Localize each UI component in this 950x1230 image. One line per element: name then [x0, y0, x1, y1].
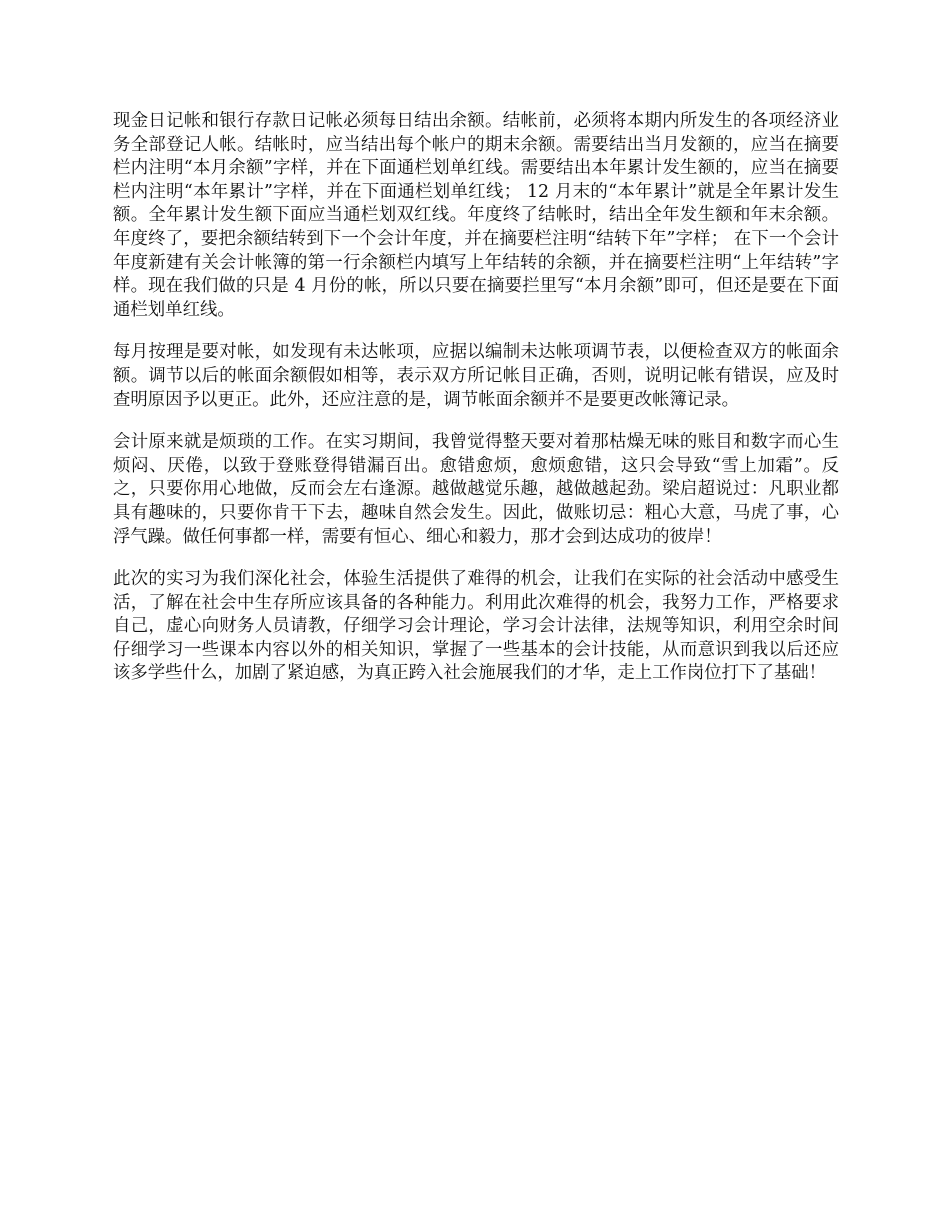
paragraph-closing-accounts: 现金日记帐和银行存款日记帐必须每日结出余额。结帐前，必须将本期内所发生的各项经济业务全部登记人帐。结帐时，应当结出每个帐户的期末余额。需要结出当月发额的，应当在摘要栏内注明“本月余额”字样，并在下面通栏划单红线。需要结出本年累计发生额的，应当在摘要栏内注明“本年累计”字样，并在下面通栏划单红线； 12 月末的“本年累计”就是全年累计发生额。全年累计发生额下面应当通栏划双红线。年度终了结帐时，结出全年发生额和年末余额。年度终了，要把余额结转到下一个会计年度，并在摘要栏注明“结转下年”字样； 在下一个会计年度新建有关会计帐簿的第一行余额栏内填写上年结转的余额，并在摘要栏注明“上年结转”字样。现在我们做的只是 4 月份的帐，所以只要在摘要拦里写“本月余额”即可，但还是要在下面通栏划单红线。: [113, 111, 839, 320]
document-body: [113, 110, 839, 705]
paragraph-internship-summary: 此次的实习为我们深化社会，体验生活提供了难得的机会，让我们在实际的社会活动中感受生活，了解在社会中生存所应该具备的各种能力。利用此次难得的机会，我努力工作，严格要求自己，虚心向财务人员请教，仔细学习会计理论，学习会计法律，法规等知识，利用空余时间仔细学习一些课本内容以外的相关知识，掌握了一些基本的会计技能，从而意识到我以后还应该多学些什么，加剧了紧迫感，为真正跨入社会施展我们的才华，走上工作岗位打下了基础！: [113, 569, 839, 684]
paragraph-reconciliation: 每月按理是要对帐，如发现有未达帐项，应据以编制未达帐项调节表，以便检查双方的帐面余额。调节以后的帐面余额假如相等，表示双方所记帐目正确，否则，说明记帐有错误，应及时查明原因予以更正。此外，还应注意的是，调节帐面余额并不是要更改帐簿记录。: [113, 342, 839, 410]
paragraph-accounting-work: 会计原来就是烦琐的工作。在实习期间，我曾觉得整天要对着那枯燥无味的账目和数字而心生烦闷、厌倦，以致于登账登得错漏百出。愈错愈烦，愈烦愈错，这只会导致“雪上加霜”。反之，只要你用心地做，反而会左右逢源。越做越觉乐趣，越做越起劲。梁启超说过：凡职业都具有趣味的，只要你肯干下去，趣味自然会发生。因此，做账切忌：粗心大意，马虎了事，心浮气躁。做任何事都一样，需要有恒心、细心和毅力，那才会到达成功的彼岸！: [113, 432, 839, 547]
